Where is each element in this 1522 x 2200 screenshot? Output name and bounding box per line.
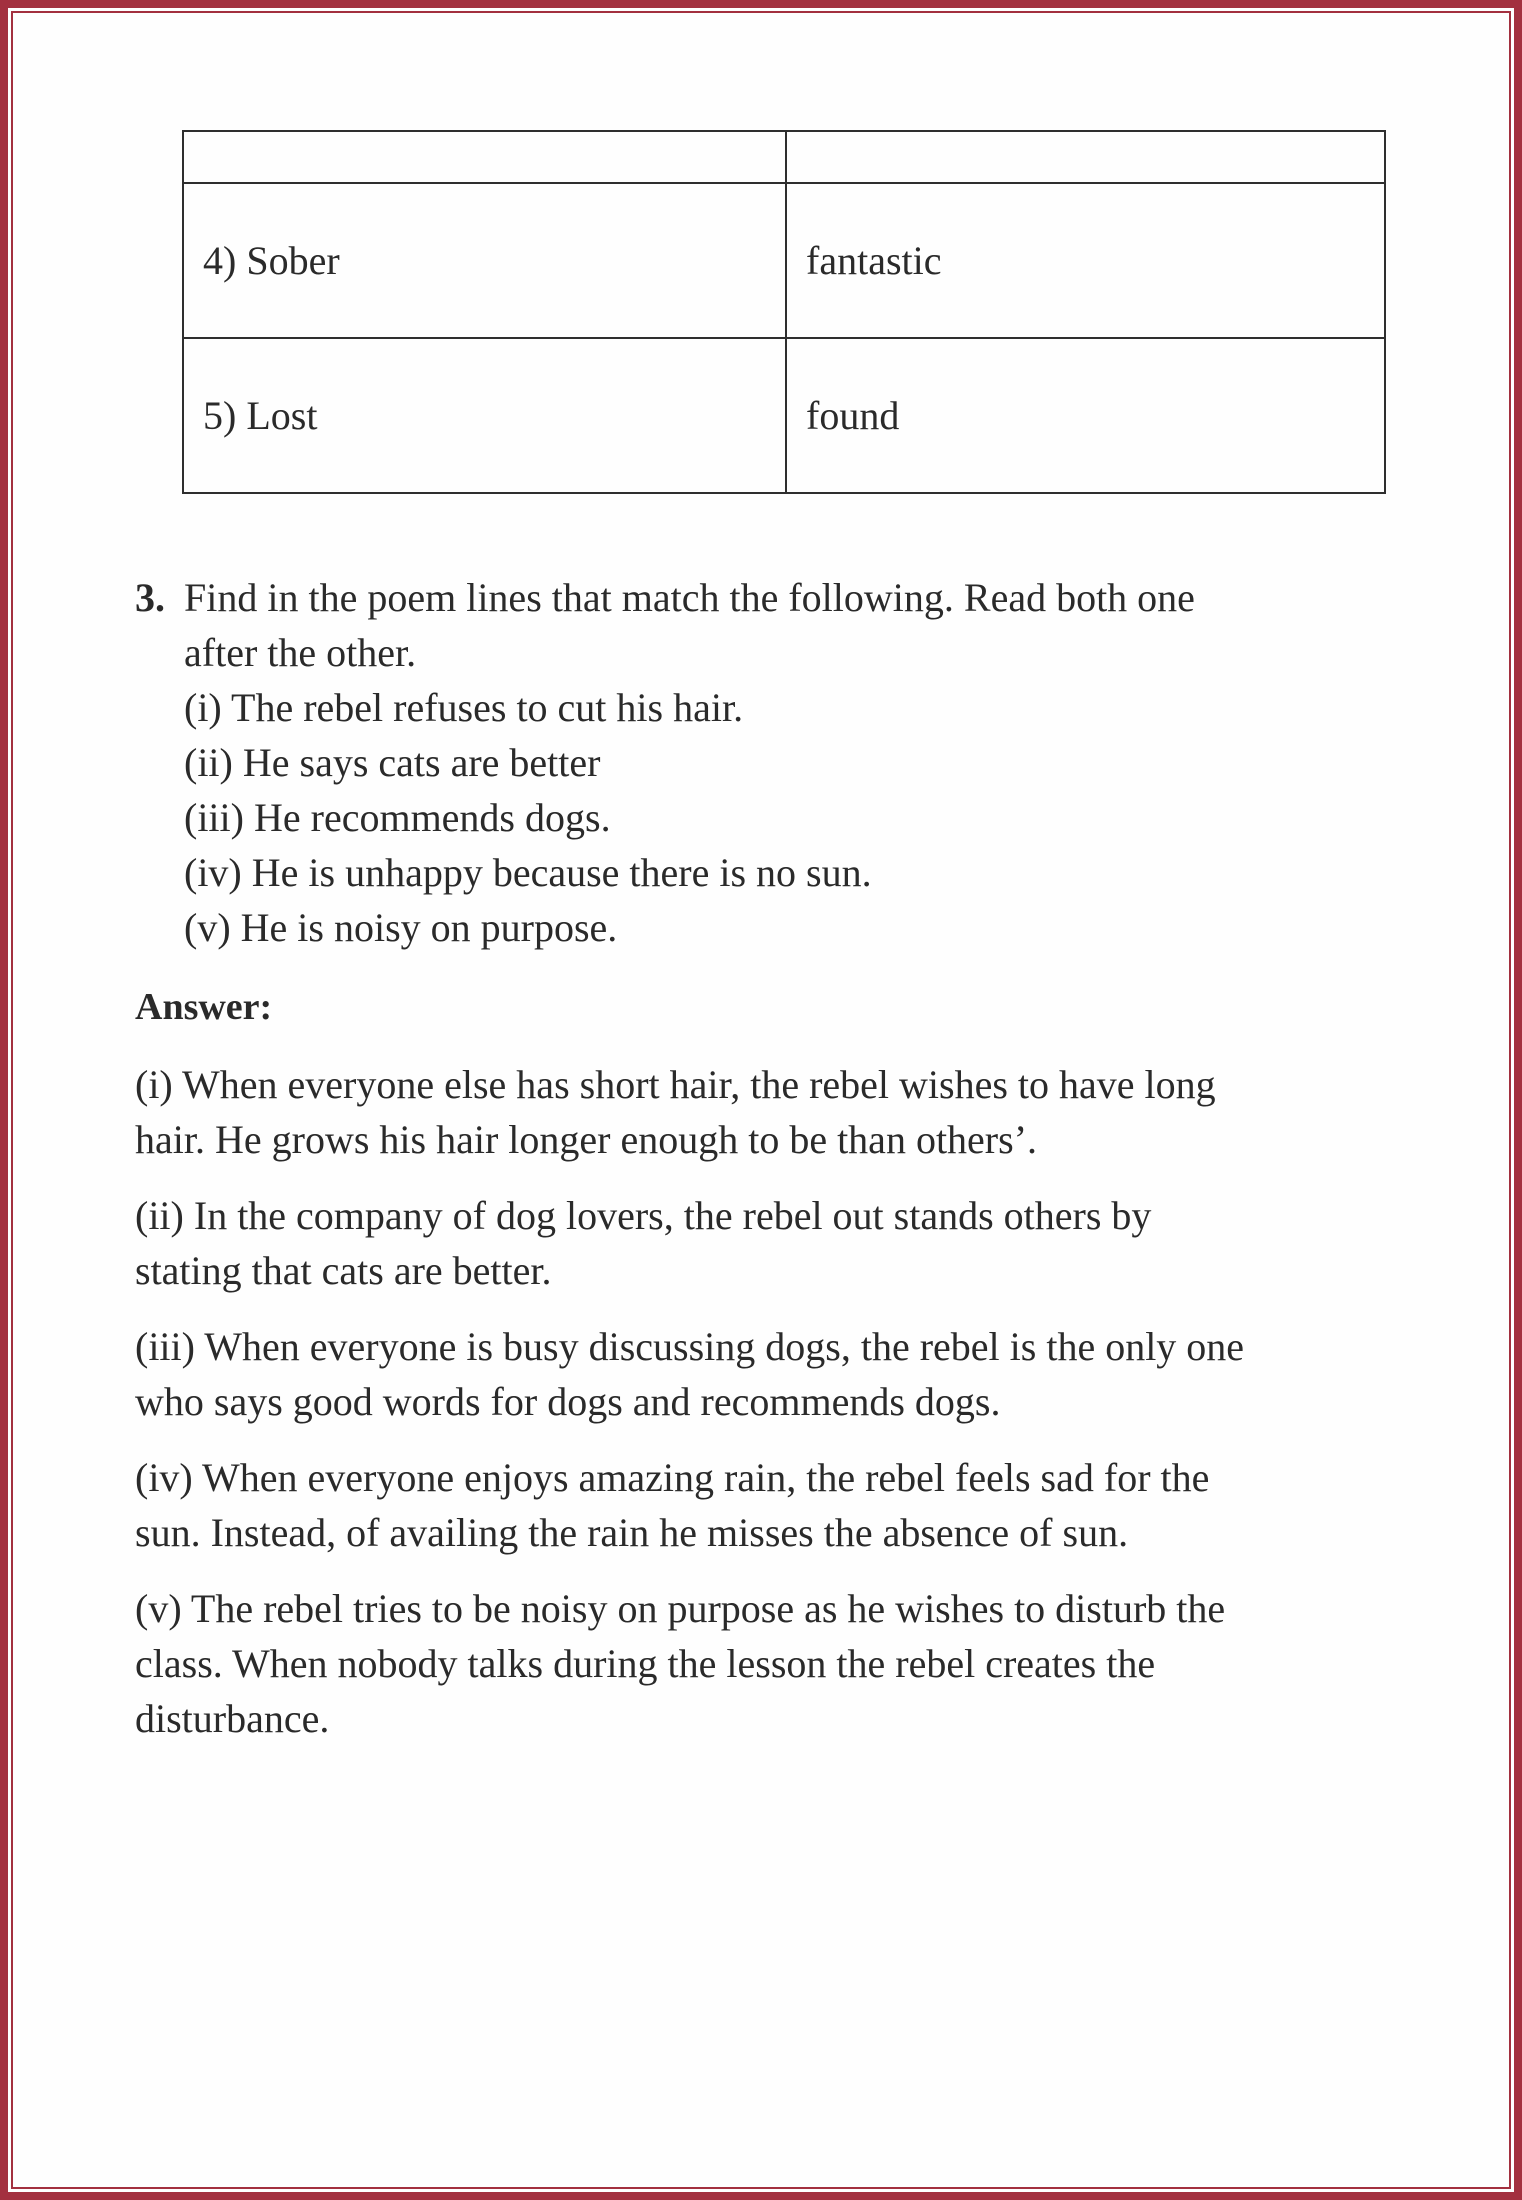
word-cell: 5) Lost xyxy=(183,338,786,493)
word-cell: 4) Sober xyxy=(183,183,786,338)
answer-paragraph xyxy=(135,1319,1435,1429)
question-number: 3. xyxy=(135,575,165,620)
answer-line: (i) When everyone else has short hair, the rebel wishes to have long xyxy=(135,1062,1216,1107)
question-item: (iv) He is unhappy because there is no sun. xyxy=(184,850,872,895)
question-3 xyxy=(135,570,1435,955)
word-opposites-table xyxy=(182,130,1386,494)
question-body xyxy=(184,570,1435,955)
question-item: (v) He is noisy on purpose. xyxy=(184,905,618,950)
answer-line: hair. He grows his hair longer enough to be than others’. xyxy=(135,1117,1038,1162)
answer-paragraph xyxy=(135,1188,1435,1298)
table-cell xyxy=(786,131,1385,183)
question-item: (ii) He says cats are better xyxy=(184,740,601,785)
opposite-cell: found xyxy=(786,338,1385,493)
question-item: (i) The rebel refuses to cut his hair. xyxy=(184,685,744,730)
opposite-cell: fantastic xyxy=(786,183,1385,338)
answer-line: who says good words for dogs and recommends dogs. xyxy=(135,1379,1001,1424)
table-row-blank xyxy=(183,131,1385,183)
answer-line: disturbance. xyxy=(135,1696,330,1741)
answer-line: stating that cats are better. xyxy=(135,1248,552,1293)
answer-line: (iv) When everyone enjoys amazing rain, the rebel feels sad for the xyxy=(135,1455,1210,1500)
answer-paragraph xyxy=(135,1057,1435,1167)
answer-paragraph xyxy=(135,1450,1435,1560)
table-cell xyxy=(183,131,786,183)
answer-line: class. When nobody talks during the lesson the rebel creates the xyxy=(135,1641,1156,1686)
table-row xyxy=(183,183,1385,338)
answer-paragraph xyxy=(135,1581,1435,1746)
table-row xyxy=(183,338,1385,493)
answer-line: (v) The rebel tries to be noisy on purpose as he wishes to disturb the xyxy=(135,1586,1226,1631)
question-item: (iii) He recommends dogs. xyxy=(184,795,611,840)
answer-line: sun. Instead, of availing the rain he misses the absence of sun. xyxy=(135,1510,1129,1555)
answers xyxy=(135,1057,1435,1767)
question-line: Find in the poem lines that match the following. Read both one xyxy=(184,575,1195,620)
question-line: after the other. xyxy=(184,630,417,675)
answer-heading: Answer: xyxy=(135,986,273,1028)
answer-line: (ii) In the company of dog lovers, the rebel out stands others by xyxy=(135,1193,1152,1238)
answer-line: (iii) When everyone is busy discussing dogs, the rebel is the only one xyxy=(135,1324,1245,1369)
